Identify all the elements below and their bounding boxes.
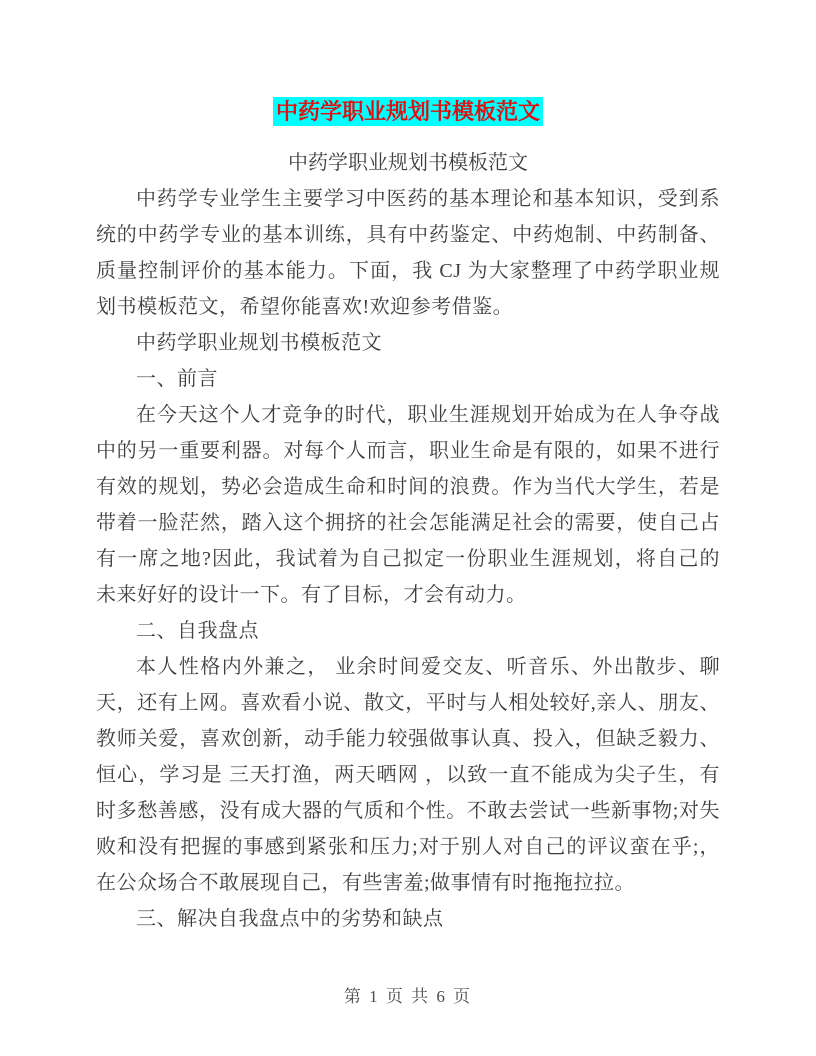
document-body — [96, 181, 720, 937]
paragraph-section-2-heading: 二、自我盘点 — [136, 620, 259, 642]
page-number-footer: 第 1 页 共 6 页 — [343, 987, 473, 1006]
document-title-highlight: 中药学职业规划书模板范文 — [273, 97, 543, 126]
paragraph-section-1-heading: 一、前言 — [136, 368, 218, 390]
paragraph-intro: 中药学专业学生主要学习中医药的基本理论和基本知识，受到系统的中药学专业的基本训练，具有中药鉴定、中药炮制、中药制备、质量控制评价的基本能力。下面，我 CJ 为大家整理了中药学职业规划书模板范文，希望你能喜欢!欢迎参考借鉴。 — [96, 188, 720, 318]
document-subtitle: 中药学职业规划书模板范文 — [288, 152, 528, 174]
document-title — [96, 98, 720, 126]
paragraph-section-2-body: 本人性格内外兼之， 业余时间爱交友、听音乐、外出散步、聊天，还有上网。喜欢看小说、散文，平时与人相处较好,亲人、朋友、教师关爱，喜欢创新，动手能力较强做事认真、投入，但缺乏毅力、恒心，学习是 三天打渔，两天晒网 ，以致一直不能成为尖子生，有时多愁善感，没有成大器的气质和个性。不敢去尝试一些新事物;对失败和没有把握的事感到紧张和压力;对于别人对自己的评议蛮在乎;，在公众场合不敢展现自己，有些害羞;做事情有时拖拖拉拉。 — [96, 656, 720, 894]
paragraph-section-1-body: 在今天这个人才竞争的时代，职业生涯规划开始成为在人争夺战中的另一重要利器。对每个人而言，职业生命是有限的，如果不进行有效的规划，势必会造成生命和时间的浪费。作为当代大学生，若是带着一脸茫然，踏入这个拥挤的社会怎能满足社会的需要，使自己占有一席之地?因此，我试着为自己拟定一份职业生涯规划，将自己的未来好好的设计一下。有了目标，才会有动力。 — [96, 404, 720, 606]
paragraph-section-3-heading: 三、解决自我盘点中的劣势和缺点 — [136, 908, 444, 930]
paragraph-heading-sample-title: 中药学职业规划书模板范文 — [136, 332, 382, 354]
document-content — [96, 0, 720, 937]
